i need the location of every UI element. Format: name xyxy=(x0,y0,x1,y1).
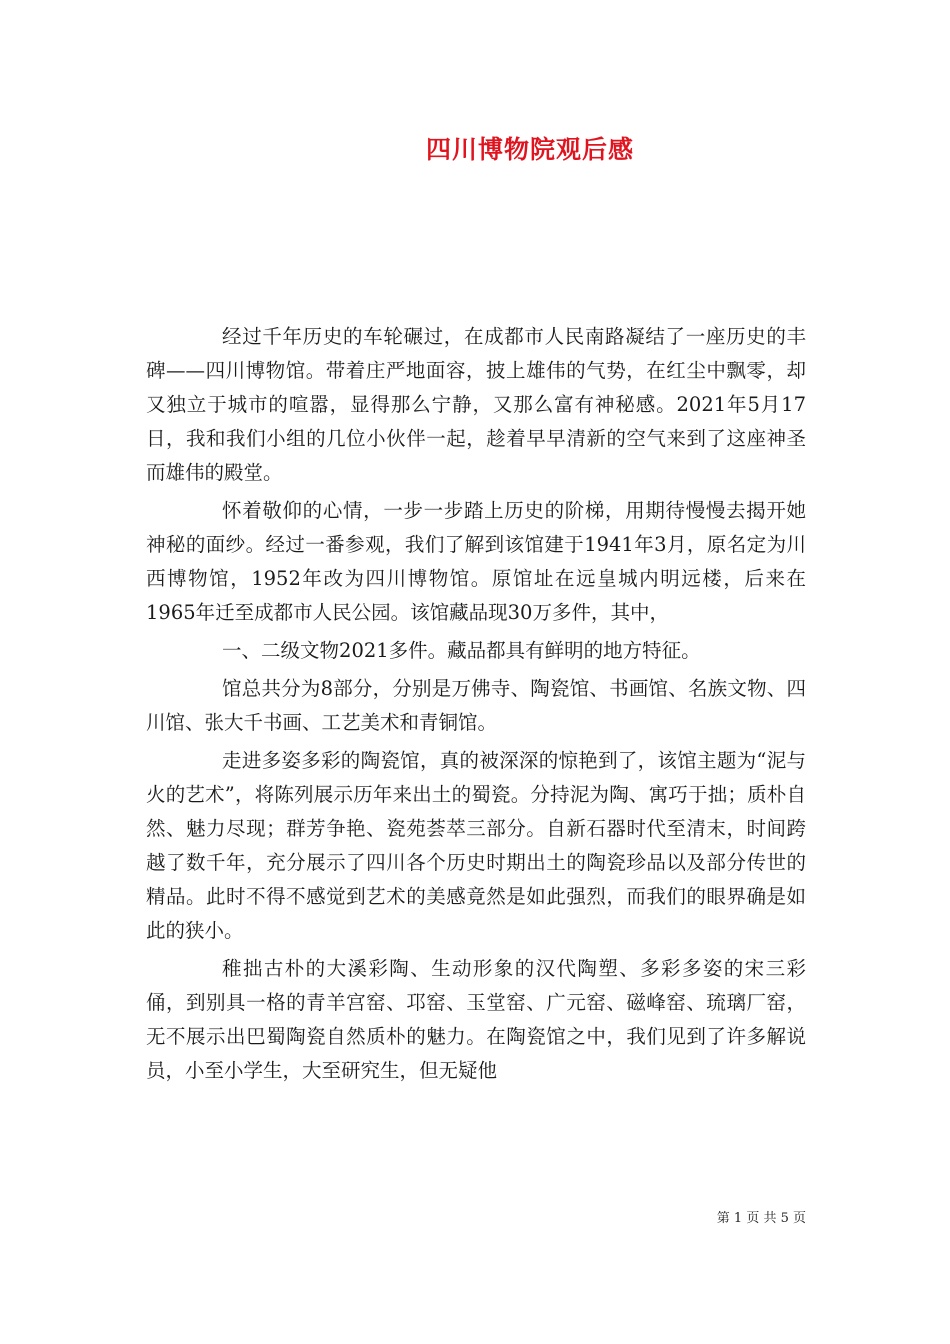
document-body xyxy=(146,320,806,1092)
paragraph: 馆总共分为8部分，分别是万佛寺、陶瓷馆、书画馆、名族文物、四川馆、张大千书画、工艺美术和青铜馆。 xyxy=(146,677,806,734)
paragraph: 经过千年历史的车轮碾过，在成都市人民南路凝结了一座历史的丰碑——四川博物馆。带着庄严地面容，披上雄伟的气势，在红尘中飘零，却又独立于城市的喧嚣，显得那么宁静，又那么富有神秘感。2021年5月17日，我和我们小组的几位小伙伴一起，趁着早早清新的空气来到了这座神圣而雄伟的殿堂。 xyxy=(146,325,806,484)
paragraph: 走进多姿多彩的陶瓷馆，真的被深深的惊艳到了，该馆主题为“泥与火的艺术”，将陈列展示历年来出土的蜀瓷。分持泥为陶、寓巧于拙；质朴自然、魅力尽现；群芳争艳、瓷苑荟萃三部分。自新石器时代至清末，时间跨越了数千年，充分展示了四川各个历史时期出土的陶瓷珍品以及部分传世的精品。此时不得不感觉到艺术的美感竟然是如此强烈，而我们的眼界确是如此的狭小。 xyxy=(146,749,806,942)
paragraph: 稚拙古朴的大溪彩陶、生动形象的汉代陶塑、多彩多姿的宋三彩俑，到别具一格的青羊宫窑、邛窑、玉堂窑、广元窑、磁峰窑、琉璃厂窑，无不展示出巴蜀陶瓷自然质朴的魅力。在陶瓷馆之中，我们见到了许多解说员，小至小学生，大至研究生，但无疑他 xyxy=(146,957,806,1082)
page-number-footer: 第 1 页 共 5 页 xyxy=(716,1211,806,1226)
paragraph: 怀着敬仰的心情，一步一步踏上历史的阶梯，用期待慢慢去揭开她神秘的面纱。经过一番参观，我们了解到该馆建于1941年3月，原名定为川西博物馆，1952年改为四川博物馆。原馆址在远皇城内明远楼，后来在1965年迁至成都市人民公园。该馆藏品现30万多件，其中， xyxy=(146,499,806,624)
paragraph: 一、二级文物2021多件。藏品都具有鲜明的地方特征。 xyxy=(222,639,701,662)
document-title: 四川博物院观后感 xyxy=(425,135,634,164)
